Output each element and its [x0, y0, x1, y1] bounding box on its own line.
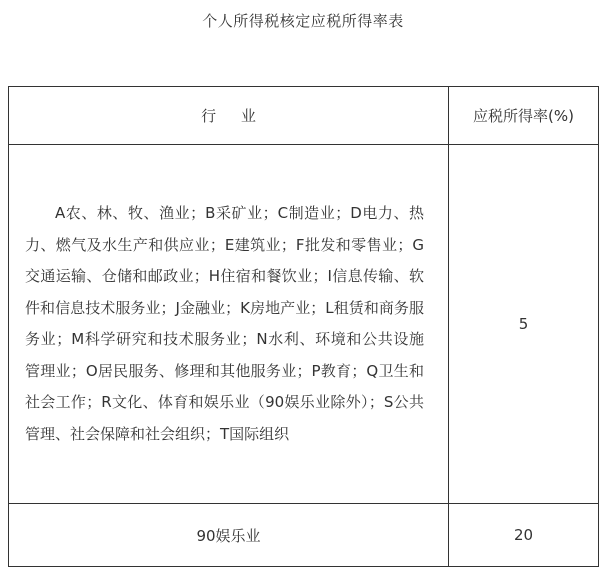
table-header-row — [9, 87, 599, 145]
table-row — [9, 504, 599, 567]
industry-cell: A农、林、牧、渔业；B采矿业；C制造业；D电力、热力、燃气及水生产和供应业；E建筑业；F批发和零售业；G交通运输、仓储和邮政业；H住宿和餐饮业；I信息传输、软件和信息技术服务业；J金融业；K房地产业；L租赁和商务服务业；M科学研究和技术服务业；N水利、环境和公共设施管理业；O居民服务、修理和其他服务业；P教育；Q卫生和社会工作；R文化、体育和娱乐业（90娱乐业除外）；S公共管理、社会保障和社会组织；T国际组织 — [9, 145, 449, 504]
rate-cell: 5 — [449, 145, 599, 504]
rate-cell: 20 — [449, 504, 599, 567]
document-title: 个人所得税核定应税所得率表 — [202, 12, 404, 30]
header-rate: 应税所得率(%) — [449, 87, 599, 145]
tax-rate-table — [8, 86, 599, 567]
industry-cell: 90娱乐业 — [9, 504, 449, 567]
table-row — [9, 145, 599, 504]
header-industry: 行 业 — [9, 87, 449, 145]
